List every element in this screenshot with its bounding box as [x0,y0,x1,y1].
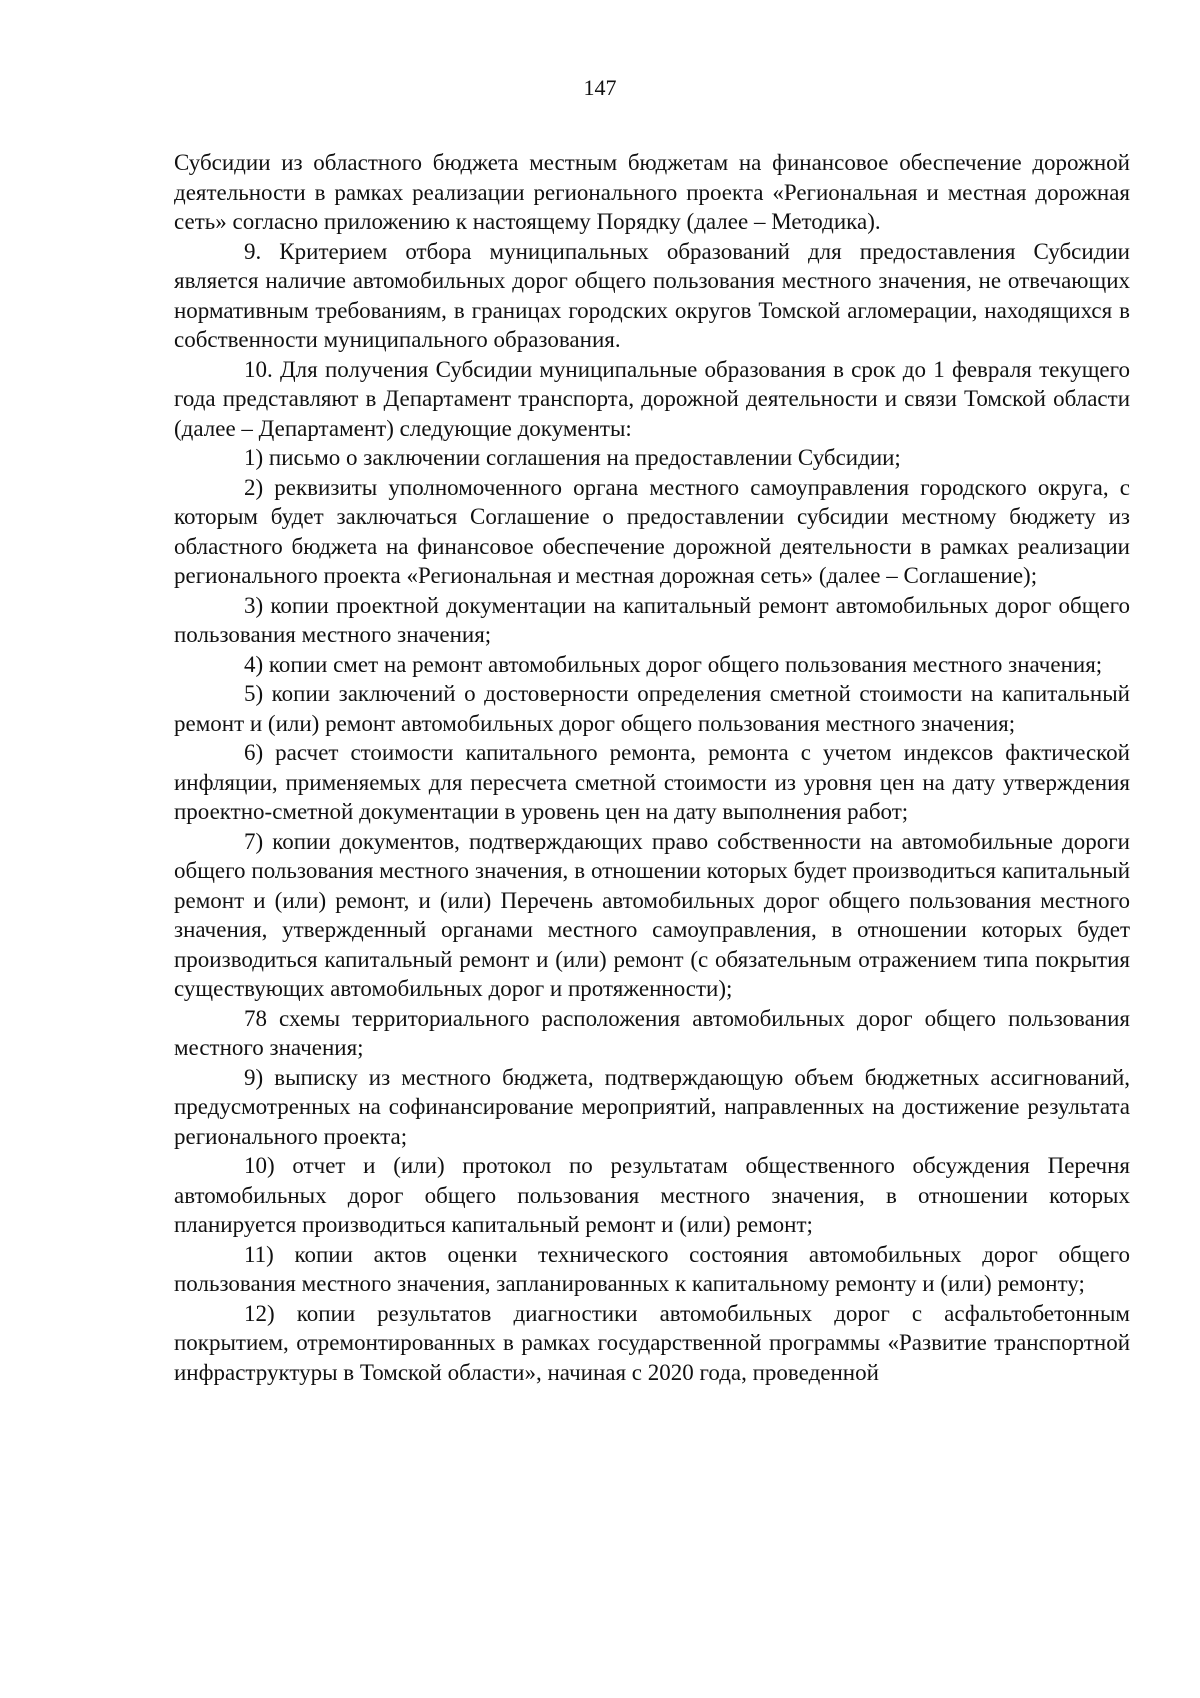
list-item-10: 10) отчет и (или) протокол по результатам общественного обсуждения Перечня автомобильных дорог общего пользования местного значения, в отношении которых планируется производиться капитальный ремонт и (или) ремонт; [174,1153,1130,1237]
list-item-6: 6) расчет стоимости капитального ремонта, ремонта с учетом индексов фактической инфляции, применяемых для пересчета сметной стоимости из уровня цен на дату утверждения проектно-сметной документации в уровень цен на дату выполнения работ; [174,740,1130,824]
list-item-11: 11) копии актов оценки технического состояния автомобильных дорог общего пользования местного значения, запланированных к капитальному ремонту и (или) ремонту; [174,1241,1130,1296]
list-item-3: 3) копии проектной документации на капитальный ремонт автомобильных дорог общего пользования местного значения; [174,592,1130,647]
list-item-9: 9) выписку из местного бюджета, подтверждающую объем бюджетных ассигнований, предусмотренных на софинансирование мероприятий, направленных на достижение результата регионального проекта; [174,1064,1130,1149]
list-item-5: 5) копии заключений о достоверности определения сметной стоимости на капитальный ремонт и (или) ремонт автомобильных дорог общего пользования местного значения; [174,681,1130,736]
list-item-4: 4) копии смет на ремонт автомобильных дорог общего пользования местного значения; [244,651,1103,677]
list-item-7: 7) копии документов, подтверждающих право собственности на автомобильные дороги общего пользования местного значения, в отношении которых будет производиться капитальный ремонт и (или) ремонт, и (или) Перечень автомобильных дорог общего пользования местного значения, утвержденный органами местного самоуправления, в отношении которых будет производиться капитальный ремонт и (или) ремонт (с обязательным отражением типа покрытия существующих автомобильных дорог и протяженности); [174,828,1130,1001]
paragraph-item-10: 10. Для получения Субсидии муниципальные образования в срок до 1 февраля текущего года представляют в Департамент транспорта, дорожной деятельности и связи Томской области (далее – Департамент) следующие документы: [174,356,1130,441]
list-item-1: 1) письмо о заключении соглашения на предоставлении Субсидии; [244,445,901,470]
list-item-12: 12) копии результатов диагностики автомобильных дорог с асфальтобетонным покрытием, отремонтированных в рамках государственной программы «Развитие транспортной инфраструктуры в Томской области», начиная с 2020 года, проведенной [174,1300,1130,1385]
list-item-2: 2) реквизиты уполномоченного органа местного самоуправления городского округа, с которым будет заключаться Соглашение о предоставлении субсидии местному бюджету из областного бюджета на финансовое обеспечение дорожной деятельности в рамках реализации регионального проекта «Региональная и местная дорожная сеть» (далее – Соглашение); [174,474,1130,588]
document-body [174,148,1130,1387]
list-item-8: 78 схемы территориального расположения автомобильных дорог общего пользования местного значения; [174,1005,1130,1060]
page-number: 147 [583,75,617,100]
paragraph-item-9: 9. Критерием отбора муниципальных образований для предоставления Субсидии является наличие автомобильных дорог общего пользования местного значения, не отвечающих нормативным требованиям, в границах городских округов Томской агломерации, находящихся в собственности муниципального образования. [174,238,1130,352]
paragraph-subsidy-intro: Субсидии из областного бюджета местным бюджетам на финансовое обеспечение дорожной деятельности в рамках реализации регионального проекта «Региональная и местная дорожная сеть» согласно приложению к настоящему Порядку (далее – Методика). [174,150,1130,234]
